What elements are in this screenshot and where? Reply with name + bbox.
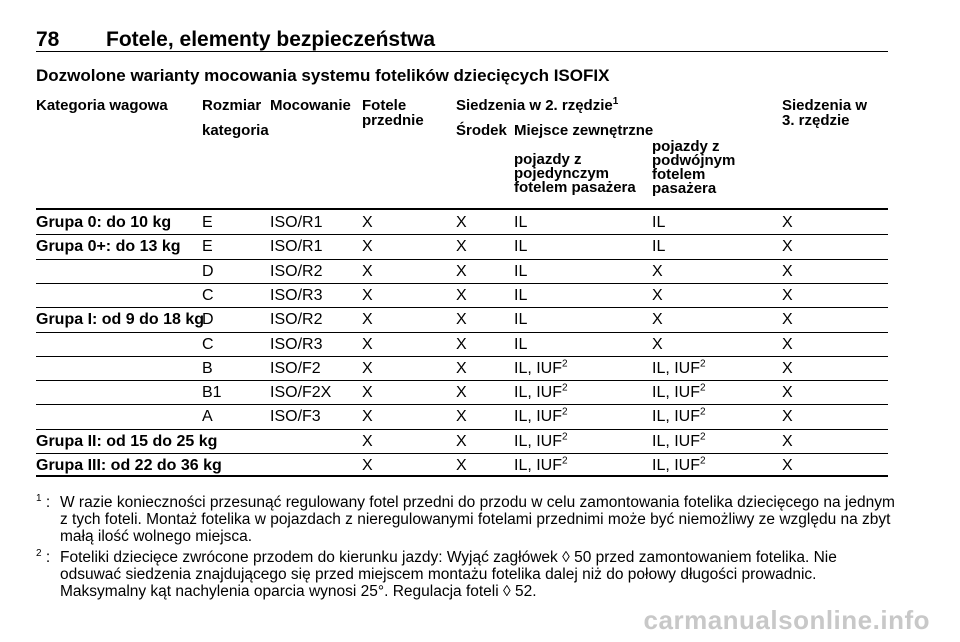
front-seat-cell [362,360,373,378]
footnote-ref: 2 [562,407,568,419]
size-class-cell-text: C [202,335,214,353]
header-front-line2: przednie [362,112,424,129]
single-passenger-seat-cell-text: IL [514,286,528,304]
center-seat-cell [456,457,467,475]
center-seat-cell [456,263,467,281]
single-passenger-seat-cell-text: IL [514,262,528,280]
footnote-2 [36,549,896,600]
single-passenger-seat-cell-text: IL [514,335,528,353]
double-passenger-seat-cell [652,263,663,281]
size-class-cell [202,214,213,232]
table-row [36,357,888,381]
third-row-cell-text: X [782,214,793,231]
single-passenger-seat-cell-text: IL, IUF [514,408,563,426]
center-seat-cell [456,287,467,305]
mounting-cell [270,287,322,305]
front-seat-cell [362,311,373,329]
table-title: Dozwolone warianty mocowania systemu fotelików dziecięcych ISOFIX [36,66,610,85]
weight-group-cell-text: Grupa III: od 22 do 36 kg [36,457,222,474]
size-class-cell [202,287,214,305]
front-seat-cell-text: X [362,286,373,304]
front-seat-cell [362,287,373,305]
front-seat-cell-text: X [362,335,373,353]
front-seat-cell [362,336,373,354]
double-passenger-seat-cell-text: IL [652,238,666,256]
double-passenger-seat-cell-text: IL, IUF [652,432,701,450]
center-seat-cell-text: X [456,384,467,402]
size-class-cell [202,408,213,426]
size-class-cell-text: C [202,286,214,304]
mounting-cell [270,214,322,232]
third-row-cell-text: X [782,457,793,474]
double-passenger-seat-cell-text: X [652,286,663,304]
front-seat-cell [362,263,373,281]
single-passenger-seat-cell [514,287,527,305]
page-number: 78 [36,28,60,51]
third-row-cell [782,384,793,402]
footnote-2-text: Foteliki dziecięce zwrócone przodem do kierunku jazdy: Wyjąć zagłówek ◊ 50 przed zamontowaniem fotelika. Nie odsuwać siedzenia znajdującego się przed miejscem montażu fotelika dalej niż do połowy długości prowadnic. Maksymalny kąt nachylenia oparcia wynosi 25°. Regulacja foteli ◊ 52. [60,549,837,600]
watermark: carmanualsonline.info [643,605,930,635]
third-row-cell-text: X [782,286,793,304]
third-row-cell [782,336,793,354]
footnote-ref: 2 [700,358,706,370]
footnote-ref: 2 [700,407,706,419]
single-passenger-seat-cell-text: IL, IUF [514,359,563,377]
page-header [36,28,435,52]
header-row2-text: Siedzenia w 2. rzędzie [456,97,613,114]
header-mount: Mocowanie [270,97,351,114]
footnote-1 [36,494,896,545]
table-row [36,211,888,235]
header-double-seat [652,140,735,196]
third-row-cell [782,457,793,475]
footnote-ref: 2 [562,358,568,370]
center-seat-cell [456,214,467,232]
footnote-ref: 2 [700,455,706,467]
mounting-cell-text: ISO/R1 [270,238,323,256]
single-passenger-seat-cell [514,384,568,402]
front-seat-cell-text: X [362,384,373,402]
header-center: Środek [456,122,507,139]
table-row [36,308,888,332]
single-passenger-seat-cell [514,408,568,426]
front-seat-cell [362,457,373,475]
header-double-line2: podwójnym [652,152,736,169]
third-row-cell [782,433,793,451]
header-outer: Miejsce zewnętrzne [514,122,654,139]
weight-group-cell [36,238,180,256]
mounting-cell-text: ISO/F2 [270,359,321,377]
mounting-cell-text: ISO/F2X [270,384,332,402]
third-row-cell [782,263,793,281]
table-bottom-rule [36,475,888,477]
size-class-cell-text: A [202,408,213,426]
double-passenger-seat-cell [652,336,663,354]
table-row [36,284,888,308]
table-row [36,381,888,405]
header-double-line1: pojazdy z [652,138,720,155]
single-passenger-seat-cell-text: IL, IUF [514,457,563,474]
table-row [36,235,888,259]
double-passenger-seat-cell [652,360,706,378]
third-row-cell-text: X [782,408,793,426]
third-row-cell-text: X [782,262,793,280]
single-passenger-seat-cell [514,263,527,281]
double-passenger-seat-cell [652,311,663,329]
double-passenger-seat-cell-text: IL, IUF [652,457,701,474]
weight-group-cell [36,433,217,451]
third-row-cell-text: X [782,432,793,450]
header-front-line1: Fotele [362,97,407,114]
footnote-ref: 2 [700,382,706,394]
size-class-cell [202,336,214,354]
table-row [36,405,888,429]
footnote-ref: 2 [562,382,568,394]
weight-group-cell [36,457,222,475]
front-seat-cell [362,238,373,256]
double-passenger-seat-cell [652,238,665,256]
mounting-cell [270,263,322,281]
double-passenger-seat-cell [652,457,706,475]
front-seat-cell [362,433,373,451]
single-passenger-seat-cell-text: IL [514,311,528,329]
single-passenger-seat-cell-text: IL, IUF [514,432,563,450]
size-class-cell [202,360,213,378]
center-seat-cell-text: X [456,311,467,329]
header-single-line3: fotelem pasażera [514,179,636,196]
size-class-cell-text: E [202,238,213,256]
third-row-cell-text: X [782,384,793,402]
size-class-cell [202,263,214,281]
size-class-cell-text: E [202,214,213,231]
mounting-cell-text: ISO/R2 [270,262,323,280]
third-row-cell-text: X [782,238,793,256]
center-seat-cell-text: X [456,286,467,304]
header-row2-sup: 1 [612,96,619,107]
double-passenger-seat-cell-text: IL [652,214,666,231]
double-passenger-seat-cell-text: X [652,311,663,329]
double-passenger-seat-cell [652,408,706,426]
weight-group-cell [36,214,171,232]
table-row [36,430,888,454]
front-seat-cell-text: X [362,408,373,426]
header-weight: Kategoria wagowa [36,97,168,114]
header-row2 [456,98,618,113]
center-seat-cell-text: X [456,238,467,256]
center-seat-cell-text: X [456,262,467,280]
mounting-cell [270,384,331,402]
mounting-cell-text: ISO/R2 [270,311,323,329]
table-row [36,260,888,284]
weight-group-cell-text: Grupa I: od 9 do 18 kg [36,311,205,329]
mounting-cell-text: ISO/R3 [270,335,323,353]
footnote-ref: 2 [700,431,706,443]
size-class-cell [202,238,213,256]
center-seat-cell [456,238,467,256]
single-passenger-seat-cell [514,360,568,378]
mounting-cell [270,311,322,329]
size-class-cell-text: D [202,311,214,329]
single-passenger-seat-cell [514,336,527,354]
footnote-2-mark: $^2$ : [36,547,51,566]
front-seat-cell-text: X [362,457,373,474]
front-seat-cell-text: X [362,359,373,377]
front-seat-cell-text: X [362,311,373,329]
size-class-cell-text: D [202,262,214,280]
size-class-cell-text: B1 [202,384,222,402]
third-row-cell-text: X [782,335,793,353]
footnote-ref: 2 [562,431,568,443]
section-title: Fotele, elementy bezpieczeństwa [106,28,436,51]
table-header-rule [36,208,888,210]
single-passenger-seat-cell-text: IL [514,238,528,256]
center-seat-cell [456,360,467,378]
front-seat-cell [362,408,373,426]
single-passenger-seat-cell-text: IL [514,214,528,231]
single-passenger-seat-cell [514,214,527,232]
third-row-cell [782,287,793,305]
third-row-cell-text: X [782,311,793,329]
third-row-cell [782,408,793,426]
center-seat-cell [456,433,467,451]
double-passenger-seat-cell [652,287,663,305]
center-seat-cell [456,408,467,426]
front-seat-cell-text: X [362,262,373,280]
center-seat-cell-text: X [456,335,467,353]
third-row-cell [782,360,793,378]
size-class-cell-text: B [202,359,213,377]
third-row-cell [782,311,793,329]
front-seat-cell-text: X [362,214,373,231]
mounting-cell [270,238,322,256]
front-seat-cell-text: X [362,432,373,450]
single-passenger-seat-cell [514,238,527,256]
single-passenger-seat-cell [514,311,527,329]
center-seat-cell-text: X [456,214,467,231]
double-passenger-seat-cell-text: IL, IUF [652,384,701,402]
table-row [36,333,888,357]
header-single-seat [514,153,636,195]
single-passenger-seat-cell-text: IL, IUF [514,384,563,402]
center-seat-cell [456,336,467,354]
center-seat-cell-text: X [456,408,467,426]
center-seat-cell-text: X [456,457,467,474]
header-size-line2: kategoria [202,122,269,139]
size-class-cell [202,311,214,329]
center-seat-cell-text: X [456,432,467,450]
mounting-cell-text: ISO/R1 [270,214,323,231]
mounting-cell-text: ISO/F3 [270,408,321,426]
double-passenger-seat-cell-text: IL, IUF [652,359,701,377]
center-seat-cell [456,311,467,329]
center-seat-cell-text: X [456,359,467,377]
header-double-line3: fotelem [652,166,706,183]
double-passenger-seat-cell-text: X [652,262,663,280]
front-seat-cell-text: X [362,238,373,256]
footnote-1-text: W razie konieczności przesunąć regulowany fotel przedni do przodu w celu zamontowania fotelika dziecięcego na jednym z tych foteli. Montaż fotelika w pojazdach z nieregulowanymi fotelami przednimi może być niemożliwy ze względu na zbyt małą ilość wolnego miejsca. [60,494,895,545]
third-row-cell-text: X [782,359,793,377]
weight-group-cell-text: Grupa II: od 15 do 25 kg [36,432,218,450]
weight-group-cell-text: Grupa 0+: do 13 kg [36,238,181,256]
third-row-cell [782,238,793,256]
double-passenger-seat-cell-text: IL, IUF [652,408,701,426]
front-seat-cell [362,214,373,232]
header-rule [36,51,888,52]
single-passenger-seat-cell [514,457,568,475]
footnote-ref: 2 [562,455,568,467]
center-seat-cell [456,384,467,402]
mounting-cell [270,408,321,426]
size-class-cell [202,384,222,402]
third-row-cell [782,214,793,232]
header-double-line4: pasażera [652,180,717,197]
footnote-1-mark: $^1$ : [36,492,51,511]
single-passenger-seat-cell [514,433,568,451]
header-row3-line2: 3. rzędzie [782,112,850,129]
mounting-cell-text: ISO/R3 [270,286,323,304]
double-passenger-seat-cell-text: X [652,335,663,353]
double-passenger-seat-cell [652,214,665,232]
double-passenger-seat-cell [652,433,706,451]
header-size-line1: Rozmiar [202,97,262,114]
mounting-cell [270,336,322,354]
header-single-line1: pojazdy z [514,151,582,168]
double-passenger-seat-cell [652,384,706,402]
weight-group-cell [36,311,204,329]
front-seat-cell [362,384,373,402]
weight-group-cell-text: Grupa 0: do 10 kg [36,214,172,231]
mounting-cell [270,360,321,378]
header-single-line2: pojedynczym [514,165,610,182]
header-row3-line1: Siedzenia w [782,97,868,114]
